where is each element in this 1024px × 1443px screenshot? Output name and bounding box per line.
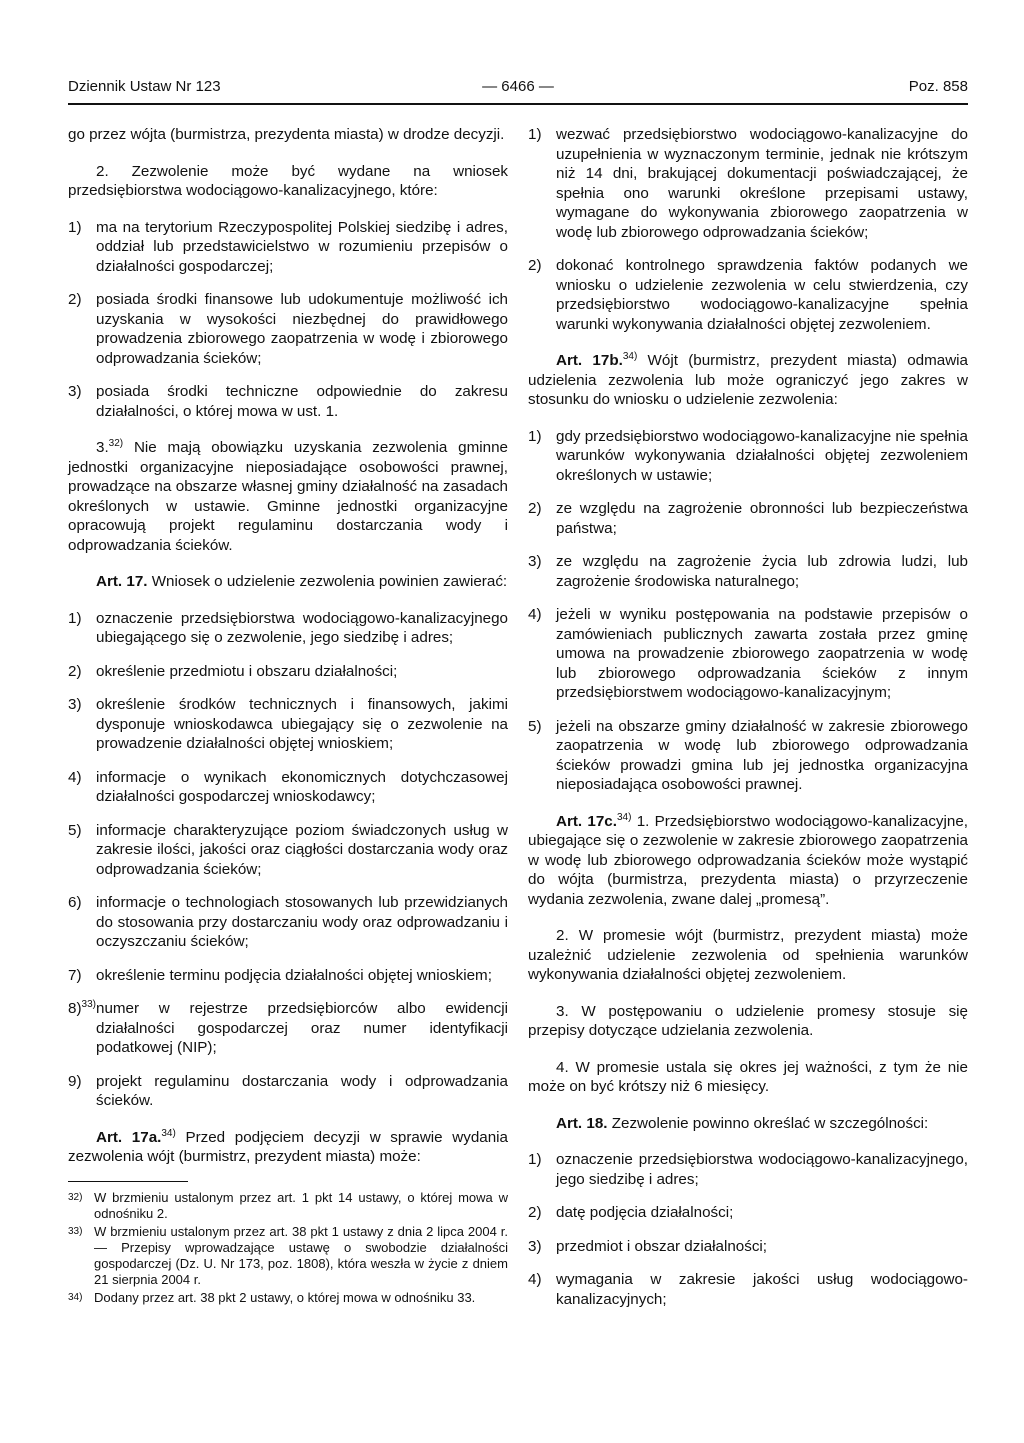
item-text: wymagania w zakresie jakości usług wodociągowo-kanalizacyjnych;	[556, 1271, 968, 1308]
item-text: ze względu na zagrożenie życia lub zdrowia ludzi, lub zagrożenie środowiska naturalnego;	[556, 553, 968, 590]
article-text: Zezwolenie powinno określać w szczególności:	[607, 1114, 929, 1132]
list-item	[528, 499, 968, 538]
item-text: informacje o technologiach stosowanych lub przewidzianych do stosowania przy dostarczaniu wody oraz odprowadzaniu i oczyszczaniu ścieków;	[96, 894, 508, 950]
list-item	[68, 382, 508, 421]
list-item	[528, 605, 968, 703]
footnote	[68, 1290, 508, 1306]
item-number: 1)	[68, 609, 82, 627]
article-text: Wójt (burmistrz, prezydent miasta) odmawia udzielenia zezwolenia lub może ograniczyć jego zakres w stosunku do wniosku o udzielenie zezwolenia:	[528, 352, 968, 408]
item-text: informacje o wynikach ekonomicznych dotychczasowej działalności gospodarczej wnioskodawcy;	[96, 768, 508, 805]
item-text: oznaczenie przedsiębiorstwa wodociągowo-kanalizacyjnego, jego siedzibę i adres;	[556, 1151, 968, 1188]
page-number: — 6466 —	[482, 78, 554, 95]
item-text: określenie przedmiotu i obszaru działalności;	[96, 662, 398, 680]
footnote-ref[interactable]: 34)	[616, 811, 632, 823]
item-number: 2)	[528, 500, 542, 517]
item-number: 2)	[528, 1204, 542, 1221]
list-item	[68, 662, 508, 682]
item-number: 1)	[68, 218, 82, 236]
item-text: dokonać kontrolnego sprawdzenia faktów podanych we wniosku o udzielenie zezwolenia w celu stwierdzenia, czy przedsiębiorstwo wodociągowo-kanalizacyjne spełnia warunki wykonywania działalności objętej zezwoleniem.	[556, 257, 968, 333]
item-text: określenie terminu podjęcia działalności objętej wnioskiem;	[96, 966, 492, 984]
item-number: 2)	[528, 257, 542, 274]
item-text: posiada środki techniczne odpowiednie do zakresu działalności, o której mowa w ust. 1.	[96, 383, 508, 420]
article-18-intro	[528, 1114, 968, 1134]
item-number: 1)	[528, 1151, 542, 1168]
item-text: ze względu na zagrożenie obronności lub bezpieczeństwa państwa;	[556, 500, 968, 537]
item-text: informacje charakteryzujące poziom świadczonych usług w zakresie ilości, jakości oraz ciągłości dostarczania wody oraz odprowadzania ścieków;	[96, 821, 508, 878]
item-text: datę podjęcia działalności;	[556, 1204, 734, 1221]
list-item	[68, 290, 508, 368]
right-column	[528, 125, 968, 1323]
article-17a-intro	[68, 1128, 508, 1167]
item-text: projekt regulaminu dostarczania wody i odprowadzania ścieków.	[96, 1072, 508, 1109]
paragraph-art16-2: 2. Zezwolenie może być wydane na wniosek przedsiębiorstwa wodociągowo-kanalizacyjnego, które:	[68, 162, 508, 199]
article-label: Art. 17b.	[556, 352, 623, 369]
item-text: ma na terytorium Rzeczypospolitej Polskiej siedzibę i adres, oddział lub przedstawicielstwo w rozumieniu przepisów o działalności gospodarczej;	[96, 218, 508, 275]
item-number: 2)	[68, 662, 82, 680]
footnote-ref[interactable]: 34)	[622, 350, 638, 362]
list-item	[528, 427, 968, 486]
list-item	[68, 966, 508, 986]
item-number: 3)	[528, 1237, 542, 1255]
list-item	[528, 1150, 968, 1189]
item-number: 1)	[528, 427, 542, 445]
footnote-number: 32)	[68, 1191, 83, 1203]
item-number: 4)	[528, 606, 542, 623]
paragraph-17c-2: 2. W promesie wójt (burmistrz, prezydent miasta) może uzależnić udzielenie zezwolenia od spełnienia warunków wykonywania działalności objętej zezwoleniem.	[528, 927, 968, 983]
item-number	[68, 999, 96, 1058]
item-number-label: 8)	[68, 1000, 82, 1017]
page-header	[68, 78, 968, 102]
article-17c-1	[528, 812, 968, 910]
footnote	[68, 1224, 508, 1288]
article-label: Art. 18.	[556, 1114, 608, 1132]
paragraph-number: 3.	[96, 439, 109, 456]
article-text: 1. Przedsiębiorstwo wodociągowo-kanalizacyjne, ubiegające się o zezwolenie w zakresie zbiorowego zaopatrzenia w wodę lub zbiorowego odprowadzania ścieków może wystąpić do wójta (burmistrza, prezydenta miasta) o przyrzeczenie wydania zezwolenia, zwane dalej „promesą”.	[528, 812, 969, 908]
item-text: gdy przedsiębiorstwo wodociągowo-kanalizacyjne nie spełnia warunków wykonywania działalności objętej zezwoleniem określonych w ustawie;	[556, 427, 968, 484]
item-text: posiada środki finansowe lub udokumentuje możliwość ich uzyskania w wysokości niezbędnej do prawidłowego prowadzenia zbiorowego zaopatrzenia w wodę i zbiorowego odprowadzania ścieków;	[96, 291, 508, 367]
list-item	[68, 218, 508, 277]
item-number: 7)	[68, 966, 82, 984]
item-text: oznaczenie przedsiębiorstwa wodociągowo-kanalizacyjnego ubiegającego się o zezwolenie, jego siedzibę i adres;	[96, 609, 508, 646]
left-column	[68, 125, 508, 1308]
article-17-intro	[68, 572, 508, 592]
list-item	[528, 1237, 968, 1257]
article-text: Przed podjęciem decyzji w sprawie wydania zezwolenia wójt (burmistrz, prezydent miasta) może:	[68, 1128, 508, 1165]
item-number: 3)	[68, 383, 82, 400]
item-number: 9)	[68, 1072, 82, 1090]
item-number: 2)	[68, 291, 82, 308]
item-text: numer w rejestrze przedsiębiorców albo ewidencji działalności gospodarczej oraz numer identyfikacji podatkowej (NIP);	[96, 1000, 508, 1056]
list-item	[528, 1270, 968, 1309]
item-number: 5)	[68, 821, 82, 839]
article-text: Wniosek o udzielenie zezwolenia powinien zawierać:	[147, 573, 508, 590]
list-item	[68, 695, 508, 754]
article-17b-intro	[528, 351, 968, 410]
list-item	[528, 256, 968, 334]
item-text: jeżeli w wyniku postępowania na podstawie przepisów o zamówieniach publicznych zawarta została przez gminę umowa na prowadzenie zbiorowego zaopatrzenia w wodę lub zbiorowego odprowadzania ścieków z innym przedsiębiorstwem wodociągowo-kanalizacyjnym;	[556, 606, 968, 701]
list-item	[528, 1203, 968, 1223]
article-label: Art. 17a.	[96, 1128, 162, 1146]
list-item	[528, 552, 968, 591]
article-label: Art. 17c.	[556, 812, 617, 830]
list-item	[68, 1072, 508, 1111]
footnote-rule	[68, 1181, 188, 1182]
paragraph-17c-3: 3. W postępowaniu o udzielenie promesy stosuje się przepisy dotyczące udzielania zezwolenia.	[528, 1002, 968, 1039]
item-number: 5)	[528, 717, 542, 735]
footnote-text: W brzmieniu ustalonym przez art. 1 pkt 14 ustawy, o której mowa w odnośniku 2.	[94, 1189, 508, 1221]
list-item	[528, 717, 968, 795]
footnote-text: Dodany przez art. 38 pkt 2 ustawy, o której mowa w odnośniku 33.	[94, 1289, 476, 1305]
list-item	[68, 999, 508, 1058]
item-number: 4)	[528, 1271, 542, 1288]
item-text: wezwać przedsiębiorstwo wodociągowo-kanalizacyjne do uzupełnienia w wyznaczonym terminie, jednak nie krótszym niż 14 dni, brakującej dokumentacji poświadczającej, że spełnia ono warunki określone przepisami ustawy, wymagane do wykonywania zbiorowego zaopatrzenia w wodę lub zbiorowego odprowadzania ścieków;	[556, 126, 968, 241]
footnote-text: W brzmieniu ustalonym przez art. 38 pkt 1 ustawy z dnia 2 lipca 2004 r. — Przepisy wprowadzające ustawę o swobodzie działalności gospodarczej (Dz. U. Nr 173, poz. 1808), która weszła w życie z dniem 21 sierpnia 2004 r.	[94, 1223, 508, 1287]
list-item	[528, 125, 968, 242]
paragraph-art16-3	[68, 438, 508, 555]
item-number: 1)	[528, 126, 542, 143]
paragraph-17c-4: 4. W promesie ustala się okres jej ważności, z tym że nie może on być krótszy niż 6 miesięcy.	[528, 1058, 968, 1095]
journal-title: Dziennik Ustaw Nr 123	[68, 78, 221, 95]
article-label: Art. 17.	[96, 573, 148, 590]
footnote-ref[interactable]: 34)	[161, 1127, 176, 1139]
list-item	[68, 821, 508, 880]
footnote	[68, 1190, 508, 1222]
position-number: Poz. 858	[908, 78, 968, 95]
footnote-ref[interactable]: 32)	[108, 437, 124, 449]
footnote-number: 33)	[68, 1225, 83, 1237]
footnote-number: 34)	[68, 1291, 83, 1303]
item-number: 3)	[528, 553, 542, 570]
item-number: 4)	[68, 768, 82, 786]
header-rule	[68, 103, 968, 105]
item-text: określenie środków technicznych i finansowych, jakimi dysponuje wnioskodawca ubiegający się o zezwolenie na prowadzenie działalności objętej wnioskiem;	[96, 696, 508, 752]
list-item	[68, 609, 508, 648]
list-item	[68, 768, 508, 807]
item-text: jeżeli na obszarze gminy działalność w zakresie zbiorowego zaopatrzenia w wodę lub zbiorowego odprowadzania ścieków prowadzi gmina lub jej jednostka organizacyjna nieposiadająca osobowości prawnej.	[556, 717, 968, 793]
item-number: 6)	[68, 894, 82, 911]
list-item	[68, 893, 508, 952]
item-text: przedmiot i obszar działalności;	[556, 1237, 768, 1255]
footnote-ref[interactable]: 33)	[81, 998, 96, 1010]
paragraph-text: Nie mają obowiązku uzyskania zezwolenia gminne jednostki organizacyjne nieposiadające osobowości prawnej, prowadzące na obszarze własnej gminy działalność na zasadach określonych w ustawie. Gminne jednostki organizacyjne opracowują projekt regulaminu dostarczania wody i odprowadzania ścieków.	[68, 439, 508, 554]
paragraph-continuation: go przez wójta (burmistrza, prezydenta miasta) w drodze decyzji.	[68, 126, 505, 143]
item-number: 3)	[68, 696, 82, 713]
